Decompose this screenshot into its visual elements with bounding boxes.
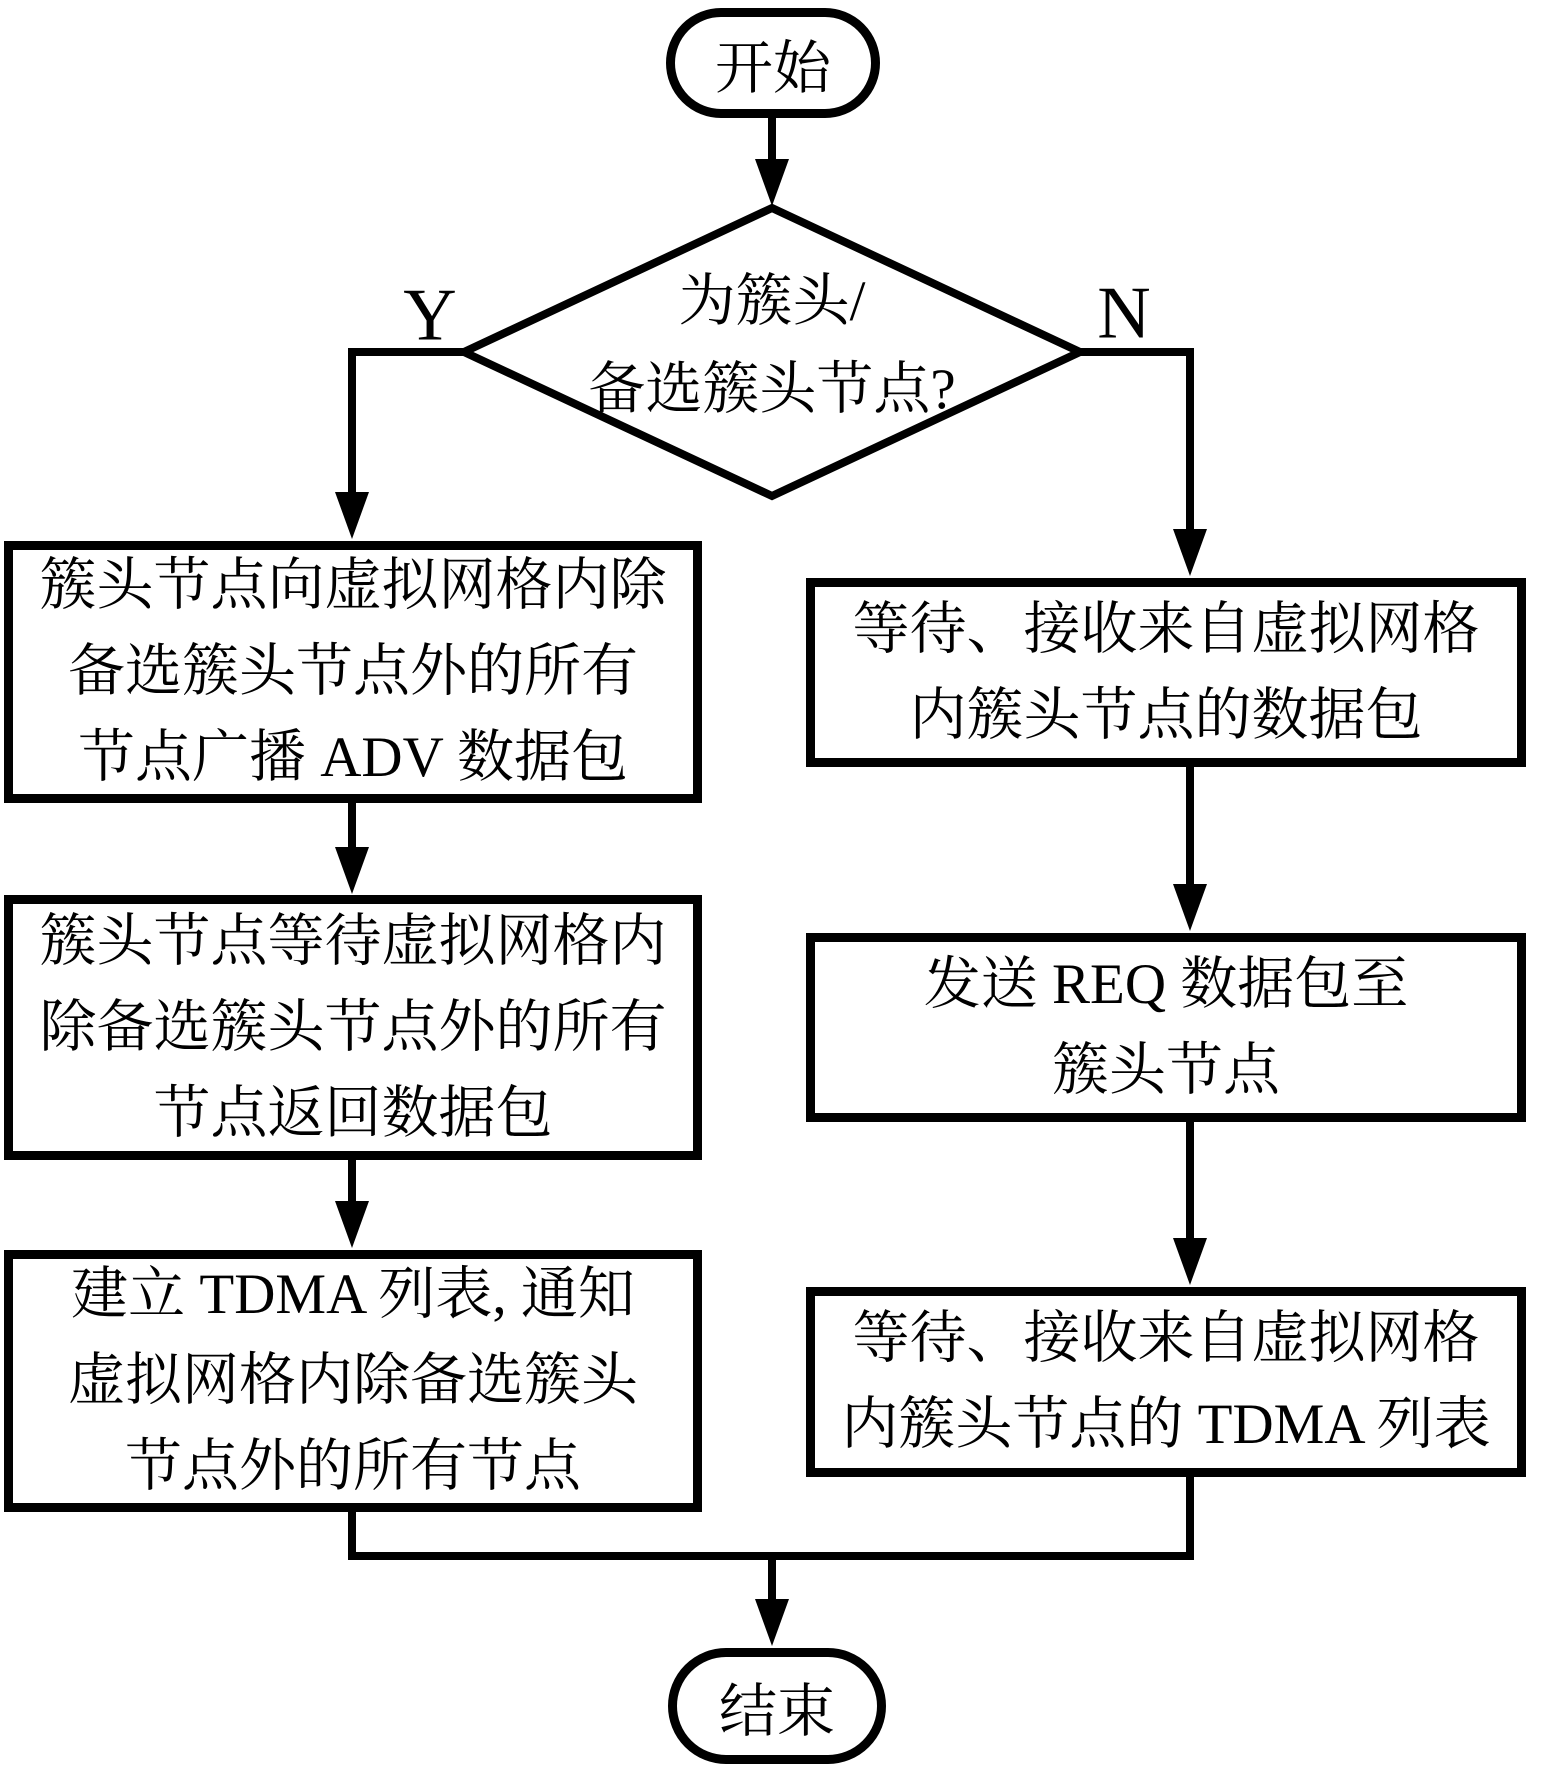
arrow-no-branch [1080, 352, 1190, 558]
arrow-yes-branch [352, 352, 464, 522]
process-box-no2-text: 发送 REQ 数据包至 簇头节点 [923, 952, 1409, 1102]
arrowhead-into-no2 [1173, 884, 1207, 931]
arrowhead-into-yes3 [335, 1201, 369, 1248]
process-box-yes3-text: 建立 TDMA 列表, 通知 虚拟网格内除备选簇头 节点外的所有节点 [68, 1263, 638, 1498]
start-terminator [666, 8, 880, 118]
start-label: 开始 [714, 36, 831, 101]
arrowhead-into-yes2 [335, 847, 369, 894]
end-terminator [668, 1648, 886, 1764]
no-branch-label: N [1097, 272, 1151, 355]
process-box-yes2-text: 簇头节点等待虚拟网格内 除备选簇头节点外的所有 节点返回数据包 [39, 909, 667, 1145]
arrowhead-into-yes1 [335, 492, 369, 539]
process-box-yes1 [4, 541, 702, 803]
decision-text: 为簇头/ 备选簇头节点? [588, 270, 956, 421]
arrowhead-into-decision [755, 159, 789, 206]
process-box-yes2 [4, 895, 702, 1160]
process-box-no1-text: 等待、接收来自虚拟网格 内簇头节点的数据包 [852, 597, 1480, 747]
end-label: 结束 [718, 1679, 835, 1744]
process-box-no2 [806, 933, 1526, 1122]
process-box-no3 [806, 1287, 1526, 1477]
process-box-no3-text: 等待、接收来自虚拟网格 内簇头节点的 TDMA 列表 [841, 1307, 1491, 1456]
arrowhead-into-no3 [1173, 1238, 1207, 1285]
process-box-no1 [806, 578, 1526, 767]
arrowhead-into-end [755, 1599, 789, 1646]
yes-branch-label: Y [403, 274, 457, 357]
process-box-yes3 [4, 1250, 702, 1512]
arrowhead-into-no1 [1173, 529, 1207, 576]
process-box-yes1-text: 簇头节点向虚拟网格内除 备选簇头节点外的所有 节点广播 ADV 数据包 [39, 554, 667, 789]
